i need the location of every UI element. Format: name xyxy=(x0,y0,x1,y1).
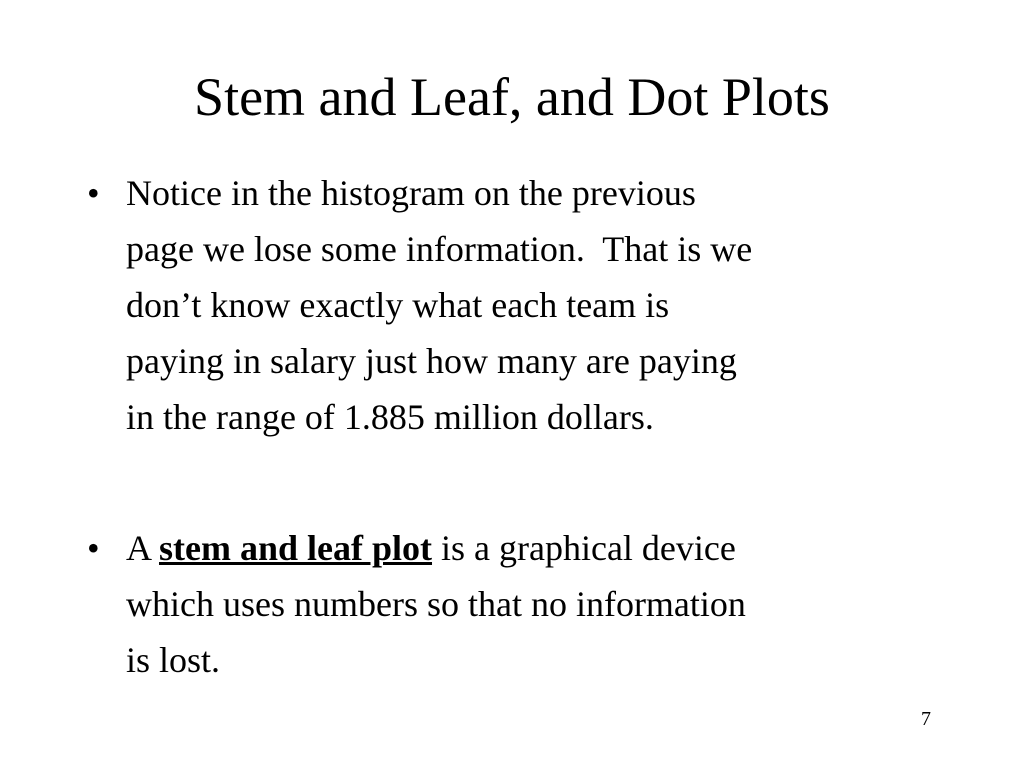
bullet-line: paying in salary just how many are paying xyxy=(126,341,737,381)
bullet-line: is lost. xyxy=(126,640,221,680)
page-number: 7 xyxy=(921,708,931,730)
term-stem-and-leaf-plot: stem and leaf plot xyxy=(159,528,433,568)
bullet-suffix: is a graphical device xyxy=(432,528,736,568)
bullet-line: don’t know exactly what each team is xyxy=(126,285,670,325)
bullet-text xyxy=(126,520,926,688)
slide-title: Stem and Leaf, and Dot Plots xyxy=(194,67,830,127)
bullet-marker: • xyxy=(87,528,100,568)
bullet-line: page we lose some information. That is we xyxy=(126,229,753,269)
bullet-line: Notice in the histogram on the previous xyxy=(126,173,696,213)
bullet-marker: • xyxy=(87,173,100,213)
bullet-line: which uses numbers so that no information xyxy=(126,584,746,624)
bullet-line xyxy=(126,520,926,576)
bullet-line: in the range of 1.885 million dollars. xyxy=(126,397,654,437)
bullet-text xyxy=(126,165,926,445)
bullet-prefix: A xyxy=(126,528,160,568)
